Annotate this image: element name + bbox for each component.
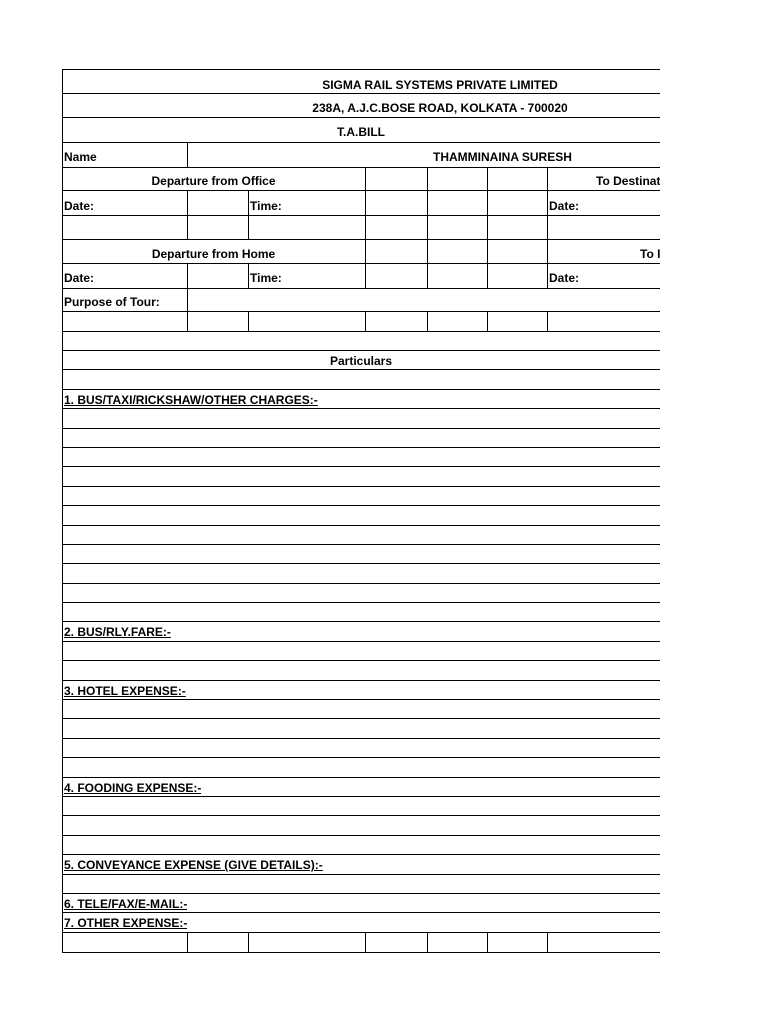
rule bbox=[62, 563, 660, 564]
rule bbox=[62, 854, 660, 855]
section-bus-taxi-rickshaw: 1. BUS/TAXI/RICKSHAW/OTHER CHARGES:- bbox=[64, 393, 318, 407]
office-time-label: Time: bbox=[250, 199, 282, 213]
divider bbox=[487, 239, 488, 288]
rule bbox=[62, 583, 660, 584]
rule bbox=[62, 738, 660, 739]
home-destination-heading: To I bbox=[640, 247, 660, 261]
rule bbox=[62, 369, 660, 370]
company-name: SIGMA RAIL SYSTEMS PRIVATE LIMITED bbox=[322, 78, 558, 92]
divider bbox=[547, 311, 548, 331]
home-time-label: Time: bbox=[250, 271, 282, 285]
divider bbox=[365, 311, 366, 331]
divider bbox=[487, 311, 488, 331]
rule bbox=[62, 932, 660, 933]
rule bbox=[62, 602, 660, 603]
divider bbox=[547, 239, 548, 288]
divider bbox=[248, 190, 249, 239]
left-border bbox=[62, 69, 63, 953]
rule bbox=[62, 544, 660, 545]
purpose-label: Purpose of Tour: bbox=[64, 295, 160, 309]
rule bbox=[62, 893, 660, 894]
rule bbox=[62, 239, 660, 240]
rule bbox=[62, 408, 660, 409]
section-conveyance-expense: 5. CONVEYANCE EXPENSE (GIVE DETAILS):- bbox=[64, 858, 323, 872]
rule bbox=[62, 117, 660, 118]
section-other-expense: 7. OTHER EXPENSE:- bbox=[64, 916, 188, 930]
rule bbox=[62, 835, 660, 836]
divider bbox=[487, 932, 488, 953]
name-label: Name bbox=[64, 150, 97, 164]
divider bbox=[187, 288, 188, 331]
rule bbox=[62, 389, 660, 390]
particulars-heading: Particulars bbox=[329, 354, 393, 368]
rule bbox=[62, 699, 660, 700]
divider bbox=[187, 932, 188, 953]
rule bbox=[62, 93, 660, 94]
divider bbox=[248, 932, 249, 953]
rule bbox=[62, 190, 660, 191]
rule bbox=[62, 331, 660, 332]
rule bbox=[62, 718, 660, 719]
divider bbox=[365, 239, 366, 288]
form-title: T.A.BILL bbox=[337, 125, 385, 139]
divider bbox=[547, 167, 548, 239]
rule bbox=[62, 288, 660, 289]
divider bbox=[427, 932, 428, 953]
name-value[interactable]: THAMMINAINA SURESH bbox=[433, 150, 572, 164]
divider bbox=[487, 167, 488, 239]
company-address: 238A, A.J.C.BOSE ROAD, KOLKATA - 700020 bbox=[312, 101, 568, 115]
rule bbox=[62, 167, 660, 168]
divider bbox=[427, 311, 428, 331]
rule bbox=[62, 660, 660, 661]
divider bbox=[547, 932, 548, 953]
divider bbox=[248, 311, 249, 331]
divider bbox=[248, 263, 249, 288]
divider bbox=[187, 142, 188, 167]
rule bbox=[62, 912, 660, 913]
rule bbox=[62, 621, 660, 622]
home-dest-date-label: Date: bbox=[549, 271, 580, 285]
rule bbox=[62, 815, 660, 816]
section-bus-rly-fare: 2. BUS/RLY.FARE:- bbox=[64, 625, 171, 639]
rule bbox=[62, 466, 660, 467]
divider bbox=[187, 190, 188, 239]
rule bbox=[62, 505, 660, 506]
rule bbox=[62, 641, 660, 642]
office-departure-heading: Departure from Office bbox=[151, 174, 276, 188]
rule bbox=[62, 777, 660, 778]
rule bbox=[62, 796, 660, 797]
rule bbox=[62, 142, 660, 143]
divider bbox=[365, 932, 366, 953]
office-destination-heading: To Destinat bbox=[596, 174, 660, 188]
rule bbox=[62, 447, 660, 448]
divider bbox=[187, 263, 188, 288]
rule bbox=[62, 874, 660, 875]
rule bbox=[62, 69, 660, 70]
divider bbox=[427, 239, 428, 288]
section-fooding-expense: 4. FOODING EXPENSE:- bbox=[64, 781, 202, 795]
section-hotel-expense: 3. HOTEL EXPENSE:- bbox=[64, 684, 186, 698]
home-date-label: Date: bbox=[64, 271, 95, 285]
rule bbox=[62, 350, 660, 351]
office-date-label: Date: bbox=[64, 199, 95, 213]
divider bbox=[427, 167, 428, 239]
section-tele-fax-email: 6. TELE/FAX/E-MAIL:- bbox=[64, 897, 188, 911]
rule bbox=[62, 263, 660, 264]
rule bbox=[62, 680, 660, 681]
rule bbox=[62, 486, 660, 487]
rule bbox=[62, 428, 660, 429]
rule bbox=[62, 311, 660, 312]
rule bbox=[62, 952, 660, 953]
home-departure-heading: Departure from Home bbox=[151, 247, 276, 261]
divider bbox=[365, 167, 366, 239]
rule bbox=[62, 525, 660, 526]
rule bbox=[62, 757, 660, 758]
rule bbox=[62, 215, 660, 216]
office-dest-date-label: Date: bbox=[549, 199, 580, 213]
